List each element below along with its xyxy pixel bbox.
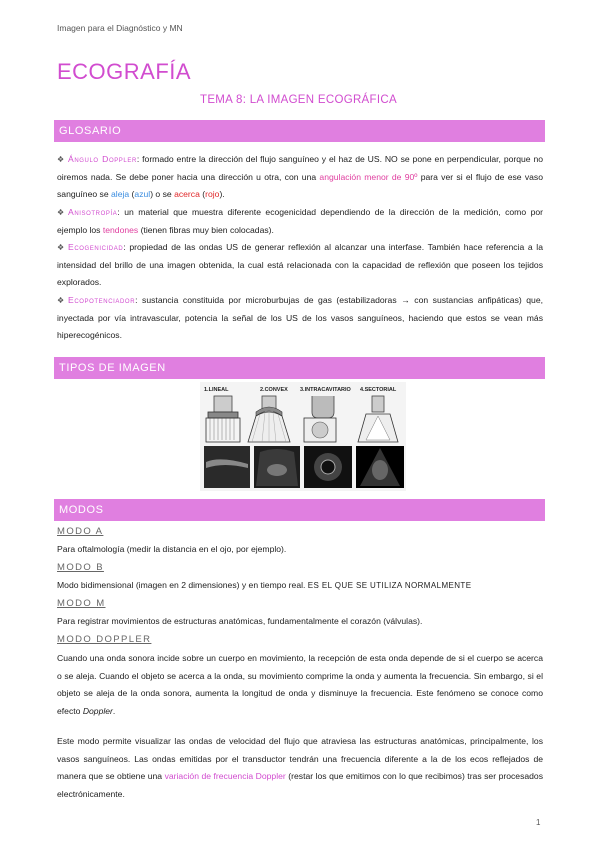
diamond-bullet-icon: ❖ [57,296,65,305]
mode-a-heading: MODO A [57,526,104,537]
glossary-text: : sustancia constituida por microburbujas de gas (estabilizadoras → con sustancias anfipáticas) que, inyectada por vía intravascular, potencia la señal de los US de los vasos sanguíneos, haciendo que estos se vean más hiperecogénicos. [57,295,543,340]
highlight-text: tendones [102,224,139,235]
highlight-acerca: acerca [174,189,200,199]
paragraph-text: Este modo permite visualizar las ondas de velocidad del flujo que atraviesa las estructuras anatómicas, principalmente, los vasos sanguíneos. Las ondas emitidas por el transductor tendrán una frecuencia diferente a la de los ecos reflejados de manera que se obtiene una [57,736,543,781]
glossary-item-ecopotenciador [57,292,543,345]
glossary-term: Ángulo Doppler [68,154,137,164]
mode-a-text: Para oftalmología (medir la distancia en el ojo, por ejemplo). [57,544,287,554]
mode-doppler-paragraph-1 [57,650,543,720]
glossary-text: ). [219,189,225,199]
glossary-term: Ecopotenciador [68,295,136,305]
highlight-text: angulación menor de 90º [319,171,418,182]
figure-label: 3.INTRACAVITARIO [300,387,351,393]
glossary-text: : propiedad de las ondas US de generar reflexión al alcanzar una interfase. También hace referencia a la intensidad del brillo de una imagen obtenida, la cual está relacionada con la capacidad de reflexión que poseen los tejidos explorados. [57,242,543,287]
mode-doppler-heading: MODO DOPPLER [57,634,152,645]
glossary-item-doppler [57,151,543,204]
highlight-rojo: rojo [205,189,220,199]
glossary-text: ( [129,189,135,199]
paragraph-text: Cuando una onda sonora incide sobre un cuerpo en movimiento, la recepción de esta onda depende de si el cuerpo se acerca o se aleja. Cuando el objeto se acerca a la onda, su movimiento comprime la onda y aumenta la frecuencia. Sin embargo, si el objeto se aleja de la onda sonora, aumenta la longitud de onda y disminuye la frecuencia. Este fenómeno se conoce como efecto [57,653,543,716]
doppler-italic-text: Doppler [82,705,113,716]
figure-label: 2.CONVEX [260,387,288,393]
glossary-text: : formado entre la dirección del flujo sanguíneo y el haz de US. NO se pone en perpendicular, porque no oiremos nada. Se debe poner hacia una dirección u otra, con una [57,154,543,182]
mode-b-text: Modo bidimensional (imagen en 2 dimensiones) y en tiempo real. [57,580,308,590]
mode-b-emphasis: ES EL QUE SE UTILIZA NORMALMENTE [307,581,472,590]
page-subtitle: TEMA 8: LA IMAGEN ECOGRÁFICA [200,94,397,106]
ultrasound-image-lineal [204,446,250,488]
section-bar-modos: MODOS [54,499,545,521]
highlight-text: variación de frecuencia Doppler [164,771,286,781]
mode-m-heading: MODO M [57,598,106,609]
mode-b-paragraph [57,577,543,595]
page-number: 1 [536,818,541,827]
glossary-text: para ver si el flujo de ese vaso sanguíneo se [57,171,543,199]
glossary-term: Anisotropía [68,207,118,217]
section-bar-glosario: GLOSARIO [54,120,545,142]
mode-m-text: Para registrar movimientos de estructuras anatómicas, fundamentalmente el corazón (válvulas). [57,616,423,626]
paragraph-text: (restar los que emitimos con lo que recibimos) tras ser procesados electrónicamente. [57,771,543,799]
glossary-text: (tienen fibras muy bien colocadas). [138,224,274,235]
page-title: ECOGRAFÍA [57,59,192,84]
glossary-item-anisotropia [57,204,543,239]
figure-label: 4.SECTORIAL [360,387,397,393]
diamond-bullet-icon: ❖ [57,208,65,217]
running-header: Imagen para el Diagnóstico y MN [57,23,183,33]
glossary-text: ) o se [150,189,175,199]
glossary-term: Ecogenicidad [68,242,124,252]
mode-doppler-paragraph-2 [57,733,543,803]
figure-label: 1.LINEAL [204,387,229,393]
highlight-aleja: aleja [111,189,130,199]
transducer-illustration [200,382,406,491]
transducer-types-figure [200,382,406,491]
glossary-text: ( [199,189,206,199]
diamond-bullet-icon: ❖ [57,155,65,164]
mode-b-heading: MODO B [57,562,104,573]
glossary-text: : un material que muestra diferente ecogenicidad dependiendo de la dirección de la medición, como por ejemplo los [57,207,543,235]
paragraph-text: . [112,705,116,716]
diamond-bullet-icon: ❖ [57,243,65,252]
glossary-item-ecogenicidad [57,239,543,292]
highlight-azul: azul [134,189,151,199]
section-bar-tipos-imagen: TIPOS DE IMAGEN [54,357,545,379]
